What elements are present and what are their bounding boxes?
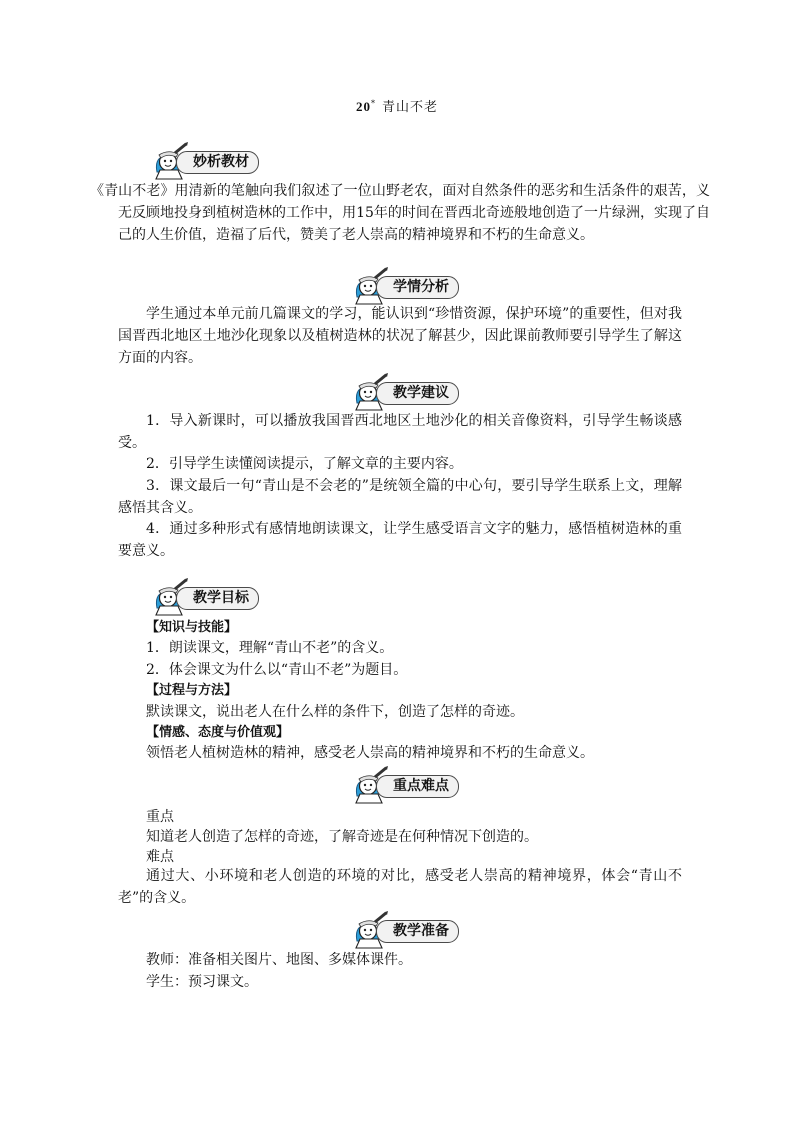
suggestion-item: 4．通过多种形式有感情地朗读课文，让学生感受语言文字的魅力，感悟植树造林的重要意义。 <box>118 521 682 559</box>
page-title <box>0 96 794 115</box>
emotion-heading: 【情感、态度与价值观】 <box>146 725 290 740</box>
difficult-label: 难点 <box>146 849 174 865</box>
knowledge-item: 1．朗读课文，理解“青山不老”的含义。 <box>146 640 394 656</box>
process-text: 默读课文，说出老人在什么样的条件下，创造了怎样的奇迹。 <box>146 704 524 720</box>
suggestion-item: 1．导入新课时，可以播放我国晋西北地区土地沙化的相关音像资料，引导学生畅谈感受。 <box>118 413 682 451</box>
suggestion-item: 3．课文最后一句“青山是不会老的”是统领全篇的中心句，要引导学生联系上文，理解感悟其含义。 <box>118 478 682 516</box>
section-title-learner: 学情分析 <box>376 276 459 299</box>
suggestion-item: 2．引导学生读懂阅读提示，了解文章的主要内容。 <box>146 456 463 472</box>
section-title-suggestions: 教学建议 <box>376 382 459 405</box>
knowledge-item: 2．体会课文为什么以“青山不老”为题目。 <box>146 662 408 678</box>
key-label: 重点 <box>146 809 174 825</box>
student-preparation: 学生：预习课文。 <box>146 974 258 990</box>
difficult-text: 通过大、小环境和老人创造的环境的对比，感受老人崇高的精神境界，体会“青山不老”的含义。 <box>118 868 682 906</box>
key-text: 知道老人创造了怎样的奇迹，了解奇迹是在何种情况下创造的。 <box>146 829 538 845</box>
knowledge-heading: 【知识与技能】 <box>146 620 238 635</box>
section-title-objectives: 教学目标 <box>176 587 259 610</box>
teacher-preparation: 教师：准备相关图片、地图、多媒体课件。 <box>146 952 412 968</box>
section-title-preparation: 教学准备 <box>376 920 459 943</box>
lesson-number: 20 <box>355 99 371 114</box>
lesson-mark: * <box>370 98 376 108</box>
analysis-text: 《青山不老》用清新的笔触向我们叙述了一位山野老农，面对自然条件的恶劣和生活条件的艰苦，义无反顾地投身到植树造林的工作中，用15年的时间在晋西北奇迹般地创造了一片绿洲，实现了自己的人生价值，造福了后代，赞美了老人崇高的精神境界和不朽的生命意义。 <box>90 183 710 243</box>
section-title-analysis: 妙析教材 <box>176 151 259 174</box>
emotion-text: 领悟老人植树造林的精神，感受老人崇高的精神境界和不朽的生命意义。 <box>146 745 594 761</box>
process-heading: 【过程与方法】 <box>146 683 238 698</box>
lesson-title: 青山不老 <box>381 100 438 115</box>
section-title-keypoints: 重点难点 <box>376 775 459 798</box>
learner-text: 学生通过本单元前几篇课文的学习，能认识到“珍惜资源，保护环境”的重要性，但对我国晋西北地区土地沙化现象以及植树造林的状况了解甚少，因此课前教师要引导学生了解这方面的内容。 <box>118 306 682 366</box>
